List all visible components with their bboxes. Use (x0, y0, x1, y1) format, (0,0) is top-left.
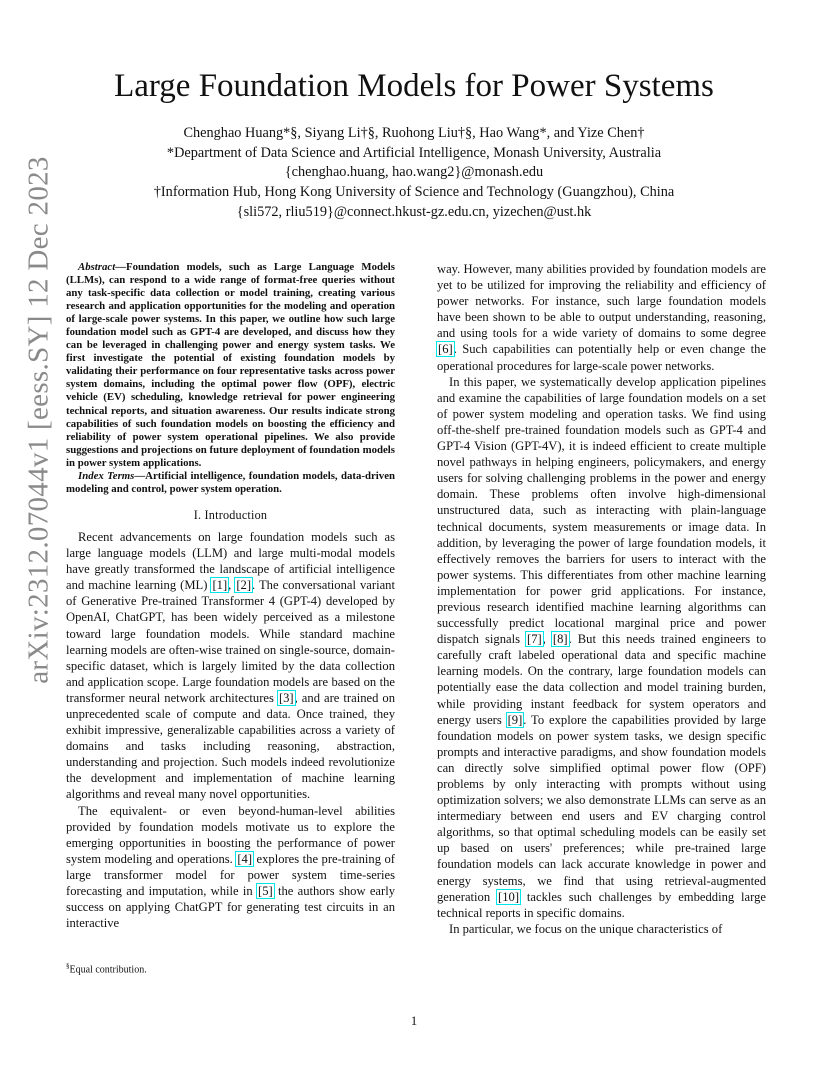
author-names: Chenghao Huang*§, Siyang Li†§, Ruohong Liu†§, Hao Wang*, and Yize Chen† (183, 125, 645, 141)
paper-title: Large Foundation Models for Power Systems (114, 68, 714, 104)
citation-link[interactable]: [4] (237, 851, 253, 866)
arxiv-identifier: arXiv:2312.07044v1 [eess.SY] 12 Dec 2023 (22, 156, 55, 684)
footnote-mark: § (66, 962, 70, 970)
text-run: the authors show early success on applying ChatGPT for generating test circuits in an interactive (66, 884, 395, 931)
right-paragraph-3: In particular, we focus on the unique characteristics of (449, 921, 723, 936)
citation-link[interactable]: [8] (552, 632, 568, 647)
text-run: , (228, 578, 236, 593)
text-run: , (542, 632, 552, 647)
text-run: . To explore the capabilities provided by large foundation models on power system tasks, we design specific prompts and interactive paradigms, and show foundation models can directly solve simplified optimal power flow (OPF) problems by only interacting with prompts without using optimization solvers; we also demonstrate LLMs can serve as an intermediary between end users and EV charging control algorithms, so that optimal scheduling models can be easily set up based on users' preferences; while pre-trained large foundation models can lack accurate knowledge in power and energy systems, we find that using retrieval-augmented generation (437, 712, 767, 904)
text-run: . But this needs trained engineers to carefully craft labeled operational data and specific machine learning models. On the contrary, large foundation models can potentially ease the data collection and model training burden, while providing instant feedback for system operators and energy users (437, 632, 767, 727)
arxiv-identifier-sidebar (14, 140, 64, 700)
text-run: , and are trained on unprecedented scale of compute and data. Once trained, they exhibit impressive, generalizable capabilities across a variety of domains and tasks including reasoning, abstraction, understanding and projection. Such models indeed revolutionize the development and implementation of machine learning algorithms and reveal many novel opportunities. (66, 690, 396, 802)
right-paragraph-1 (437, 261, 766, 374)
text-run: In this paper, we systematically develop application pipelines and examine the capabilities of large foundation models on a set of power system modeling and operation tasks. We find using off-the-shelf pre-trained foundation models such as GPT-4 and GPT-4 Vision (GPT-4V), it is indeed efficient to create multiple novel pathways in helping engineers, policymakers, and energy users for solving challenging problems in the power and energy domain. These problems often involve high-dimensional unstructured data, such as interacting with plain-language technical documents, system measurements or image data. In addition, by leveraging the power of large foundation models, it effectively removes the barriers for users to interact with the power systems. This differentiates from other machine learning implementation for power grid applications. For instance, previous research identified machine learning algorithms can successfully predict locational marginal price and power dispatch signals (437, 374, 766, 647)
left-column (66, 261, 395, 931)
text-run: way. However, many abilities provided by foundation models are yet to be utilized for improving the reliability and efficiency of power networks. For instance, such large foundation models have been shown to be able to output understanding, reasoning, and using tools for a wide variety of domains to some degree (437, 262, 766, 341)
intro-paragraph-1 (66, 529, 395, 803)
citation-link[interactable]: [1] (212, 578, 228, 593)
text-run: tackles such challenges by embedding large technical reports in specific domains. (437, 889, 766, 920)
citation-link[interactable]: [2] (236, 578, 252, 593)
citation-link[interactable]: [10] (498, 889, 520, 904)
text-run: . Such capabilities can potentially help or even change the operational procedures for large-scale power networks. (437, 342, 766, 373)
citation-link[interactable]: [5] (258, 884, 273, 898)
abstract-text: —Foundation models, such as Large Language Models (LLMs), can respond to a wide range of format-free queries without any task-specific data collection or model training, creating various research and application opportunities for the modeling and operation of large-scale power systems. In this paper, we outline how such large foundation model such as GPT-4 are developed, and discuss how they can be leveraged in challenging power and energy system tasks. We first investigate the potential of existing foundation models by validating their performance on four representative tasks across power system domains, including the optimal power flow (OPF), electric vehicle (EV) scheduling, knowledge retrieval for power engineering technical reports, and situation awareness. Our results indicate strong capabilities of such foundation models on boosting the efficiency and reliability of power system operational pipelines. We also provide suggestions and projections on future deployment of foundation models in power system applications. (66, 261, 395, 469)
citation-link[interactable]: [9] (507, 712, 523, 727)
citation-link[interactable]: [3] (278, 690, 294, 705)
text-run: explores the pre-training of large transformer model for power system time-series forecasting and imputation, while in (66, 851, 395, 898)
author-block (60, 124, 768, 223)
citation-link[interactable]: [6] (438, 342, 453, 357)
text-run: The equivalent- or even beyond-human-level abilities provided by foundation models motivate us to explore the emerging opportunities in boosting the performance of power system modeling and operations. (66, 803, 395, 866)
abstract (66, 261, 395, 470)
page-number: 1 (410, 1014, 418, 1028)
citation-link[interactable]: [7] (527, 632, 542, 647)
index-terms-label: Index Terms (78, 469, 135, 482)
index-terms-text: —Artificial intelligence, foundation models, data-driven modeling and control, power system operation. (66, 469, 395, 495)
text-run: . The conversational variant of Generative Pre-trained Transformer 4 (GPT-4) developed by OpenAI, ChatGPT, has been widely perceived as a milestone toward large foundation models. While standard machine learning models are often-wise trained on single-source, domain-specific dataset, which is largely limited by the data collection and application scope. Large foundation models are based on the transformer neural network architectures (66, 578, 395, 705)
affiliation-hkust: †Information Hub, Hong Kong University of Science and Technology (Guangzhou), China (153, 184, 675, 201)
email-monash: {chenghao.huang, hao.wang2}@monash.edu (284, 164, 544, 181)
section-heading-introduction: I. Introduction (193, 507, 268, 522)
index-terms (66, 470, 395, 496)
right-column (437, 261, 766, 937)
right-paragraph-2 (437, 374, 766, 921)
footnote-text: Equal contribution. (69, 964, 147, 976)
email-hkust: {sli572, rliu519}@connect.hkust-gz.edu.cn, yizechen@ust.hk (236, 203, 592, 220)
abstract-label: Abstract (78, 261, 116, 273)
affiliation-monash: *Department of Data Science and Artificial Intelligence, Monash University, Australia (166, 144, 662, 161)
footnote (66, 960, 395, 976)
intro-paragraph-2 (66, 803, 395, 932)
text-run: Recent advancements on large foundation models such as large language models (LLM) and large multi-modal models have greatly transformed the landscape of artificial intelligence and machine learning (ML) (66, 529, 395, 593)
